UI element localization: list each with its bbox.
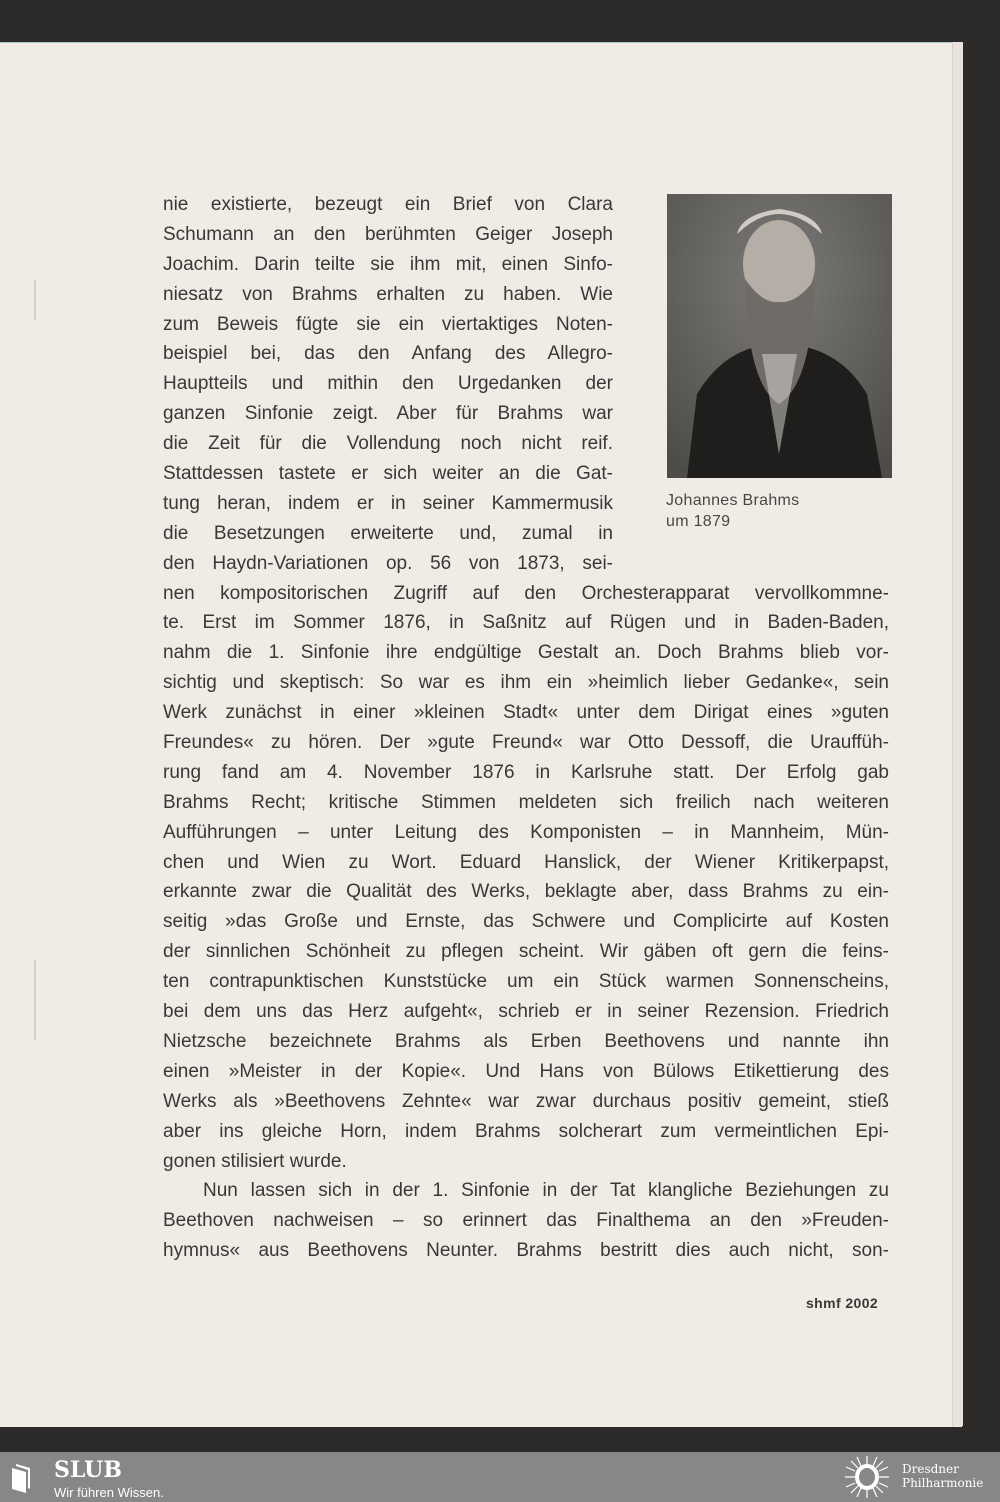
text-line: die Zeit für die Vollendung noch nicht reif. bbox=[163, 433, 613, 455]
text-line: einen »Meister in der Kopie«. Und Hans von Bülows Etikettierung des bbox=[163, 1060, 889, 1082]
text-line: sichtig und skeptisch: So war es ihm ein »heimlich lieber Gedanke«, sein bbox=[163, 672, 889, 694]
text-line: nahm die 1. Sinfonie ihre endgültige Gestalt an. Doch Brahms blieb vor- bbox=[163, 642, 889, 664]
slub-tagline: Wir führen Wissen. bbox=[54, 1485, 164, 1500]
text-line: bei dem uns das Herz aufgeht«, schrieb er in seiner Rezension. Friedrich bbox=[163, 1001, 889, 1023]
text-line: den Haydn-Variationen op. 56 von 1873, sei- bbox=[163, 552, 613, 574]
slub-logo-text[interactable]: SLUB bbox=[54, 1457, 122, 1483]
text-line: ten contrapunktischen Kunststücke um ein Stück warmen Sonnenscheins, bbox=[163, 971, 889, 993]
text-line: erkannte zwar die Qualität des Werks, beklagte aber, dass Brahms zu ein- bbox=[163, 881, 889, 903]
text-line: Werks als »Beethovens Zehnte« war zwar durchaus positiv gemeint, stieß bbox=[163, 1090, 889, 1112]
text-line: Aufführungen – unter Leitung des Komponisten – in Mannheim, Mün- bbox=[163, 821, 889, 843]
text-line: Joachim. Darin teilte sie ihm mit, einen Sinfo- bbox=[163, 253, 613, 275]
text-line: gonen stilisiert wurde. bbox=[163, 1150, 347, 1172]
text-line: Schumann an den berühmten Geiger Joseph bbox=[163, 223, 613, 245]
text-line: Freundes« zu hören. Der »gute Freund« war Otto Dessoff, die Urauffüh- bbox=[163, 732, 889, 754]
text-line: die Besetzungen erweiterte und, zumal in bbox=[163, 522, 613, 544]
binding-stitch bbox=[34, 960, 36, 1040]
portrait-image bbox=[667, 194, 892, 478]
slub-logo-icon[interactable] bbox=[8, 1462, 38, 1494]
text-line: Stattdessen tastete er sich weiter an die Gat- bbox=[163, 463, 613, 485]
text-line: aber ins gleiche Horn, indem Brahms solcherart zum vermeintlichen Epi- bbox=[163, 1120, 889, 1142]
text-line: nie existierte, bezeugt ein Brief von Clara bbox=[163, 194, 613, 215]
text-line: ganzen Sinfonie zeigt. Aber für Brahms war bbox=[163, 403, 613, 425]
dresdner-philharmonie-name bbox=[902, 1462, 983, 1490]
page-edge bbox=[952, 42, 963, 1426]
caption-line: um 1879 bbox=[666, 513, 731, 530]
text-line: te. Erst im Sommer 1876, in Saßnitz auf Rügen und in Baden-Baden, bbox=[163, 612, 889, 634]
text-line: seitig »das Große und Ernste, das Schwere und Complicirte auf Kosten bbox=[163, 911, 889, 933]
page-folio: shmf 2002 bbox=[806, 1295, 879, 1311]
footer-bar bbox=[0, 1452, 1000, 1502]
text-line: Brahms Recht; kritische Stimmen meldeten sich freilich nach weiteren bbox=[163, 791, 889, 813]
text-line: rung fand am 4. November 1876 in Karlsruhe statt. Der Erfolg gab bbox=[163, 761, 889, 783]
dresdner-philharmonie-logo-icon[interactable] bbox=[842, 1454, 892, 1500]
text-line: nen kompositorischen Zugriff auf den Orchesterapparat vervollkommne- bbox=[163, 582, 889, 604]
caption-line: Johannes Brahms bbox=[666, 492, 800, 509]
text-line: niesatz von Brahms erhalten zu haben. Wie bbox=[163, 283, 613, 305]
text-line: Beethoven nachweisen – so erinnert das Finalthema an den »Freuden- bbox=[163, 1210, 889, 1232]
text-line: chen und Wien zu Wort. Eduard Hanslick, der Wiener Kritikerpapst, bbox=[163, 851, 889, 873]
text-line: Hauptteils und mithin den Urgedanken der bbox=[163, 373, 613, 395]
text-line: zum Beweis fügte sie ein viertaktiges Noten- bbox=[163, 313, 613, 335]
binding-stitch bbox=[34, 280, 36, 320]
text-line: der sinnlichen Schönheit zu pflegen scheint. Wir gäben oft gern die feins- bbox=[163, 941, 889, 963]
partner-name-line2: Philharmonie bbox=[902, 1476, 984, 1490]
partner-name-line1: Dresdner bbox=[902, 1462, 959, 1476]
photo-caption bbox=[666, 490, 799, 532]
text-line: hymnus« aus Beethovens Neunter. Brahms bestritt dies auch nicht, son- bbox=[163, 1240, 889, 1262]
text-line: Nun lassen sich in der 1. Sinfonie in der Tat klangliche Beziehungen zu bbox=[203, 1180, 889, 1202]
text-line: beispiel bei, das den Anfang des Allegro- bbox=[163, 343, 613, 365]
brahms-portrait-photo bbox=[667, 194, 892, 478]
text-line: Werk zunächst in einer »kleinen Stadt« unter dem Dirigat eines »guten bbox=[163, 702, 889, 724]
text-line: Nietzsche bezeichnete Brahms als Erben Beethovens und nannte ihn bbox=[163, 1030, 889, 1052]
text-line: tung heran, indem er in seiner Kammermusik bbox=[163, 492, 613, 514]
